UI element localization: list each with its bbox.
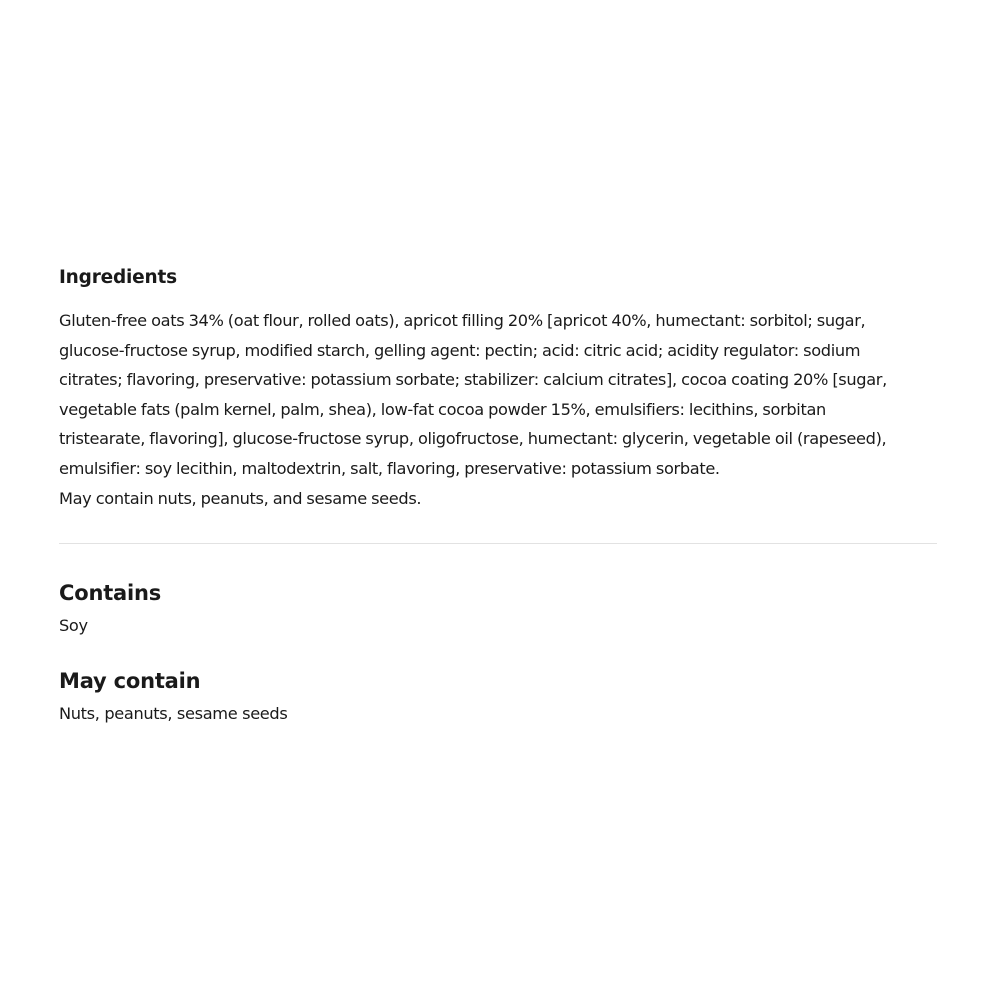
ingredients-line: vegetable fats (palm kernel, palm, shea), low-fat cocoa powder 15%, emulsifiers: lecithins, sorbitan xyxy=(59,399,826,419)
may-contain-heading: May contain xyxy=(59,669,201,694)
may-contain-note: May contain nuts, peanuts, and sesame seeds. xyxy=(59,488,422,508)
section-divider xyxy=(59,543,937,544)
ingredients-line: tristearate, flavoring], glucose-fructose syrup, oligofructose, humectant: glycerin, vegetable oil (rapeseed), xyxy=(59,429,887,449)
ingredients-line: emulsifier: soy lecithin, maltodextrin, salt, flavoring, preservative: potassium sorbate. xyxy=(59,458,720,478)
ingredients-line: glucose-fructose syrup, modified starch, gelling agent: pectin; acid: citric acid; acidity regulator: sodium xyxy=(59,340,861,360)
contains-heading: Contains xyxy=(59,581,162,606)
ingredients-heading: Ingredients xyxy=(59,267,177,288)
product-details xyxy=(59,264,937,726)
ingredients-line: Gluten-free oats 34% (oat flour, rolled oats), apricot filling 20% [apricot 40%, humectant: sorbitol; sugar, xyxy=(59,311,866,330)
may-contain-value: Nuts, peanuts, sesame seeds xyxy=(59,704,288,724)
ingredients-line: citrates; flavoring, preservative: potassium sorbate; stabilizer: calcium citrates], cocoa coating 20% [sugar, xyxy=(59,370,887,390)
ingredients-text xyxy=(59,306,937,513)
contains-value: Soy xyxy=(59,616,88,636)
